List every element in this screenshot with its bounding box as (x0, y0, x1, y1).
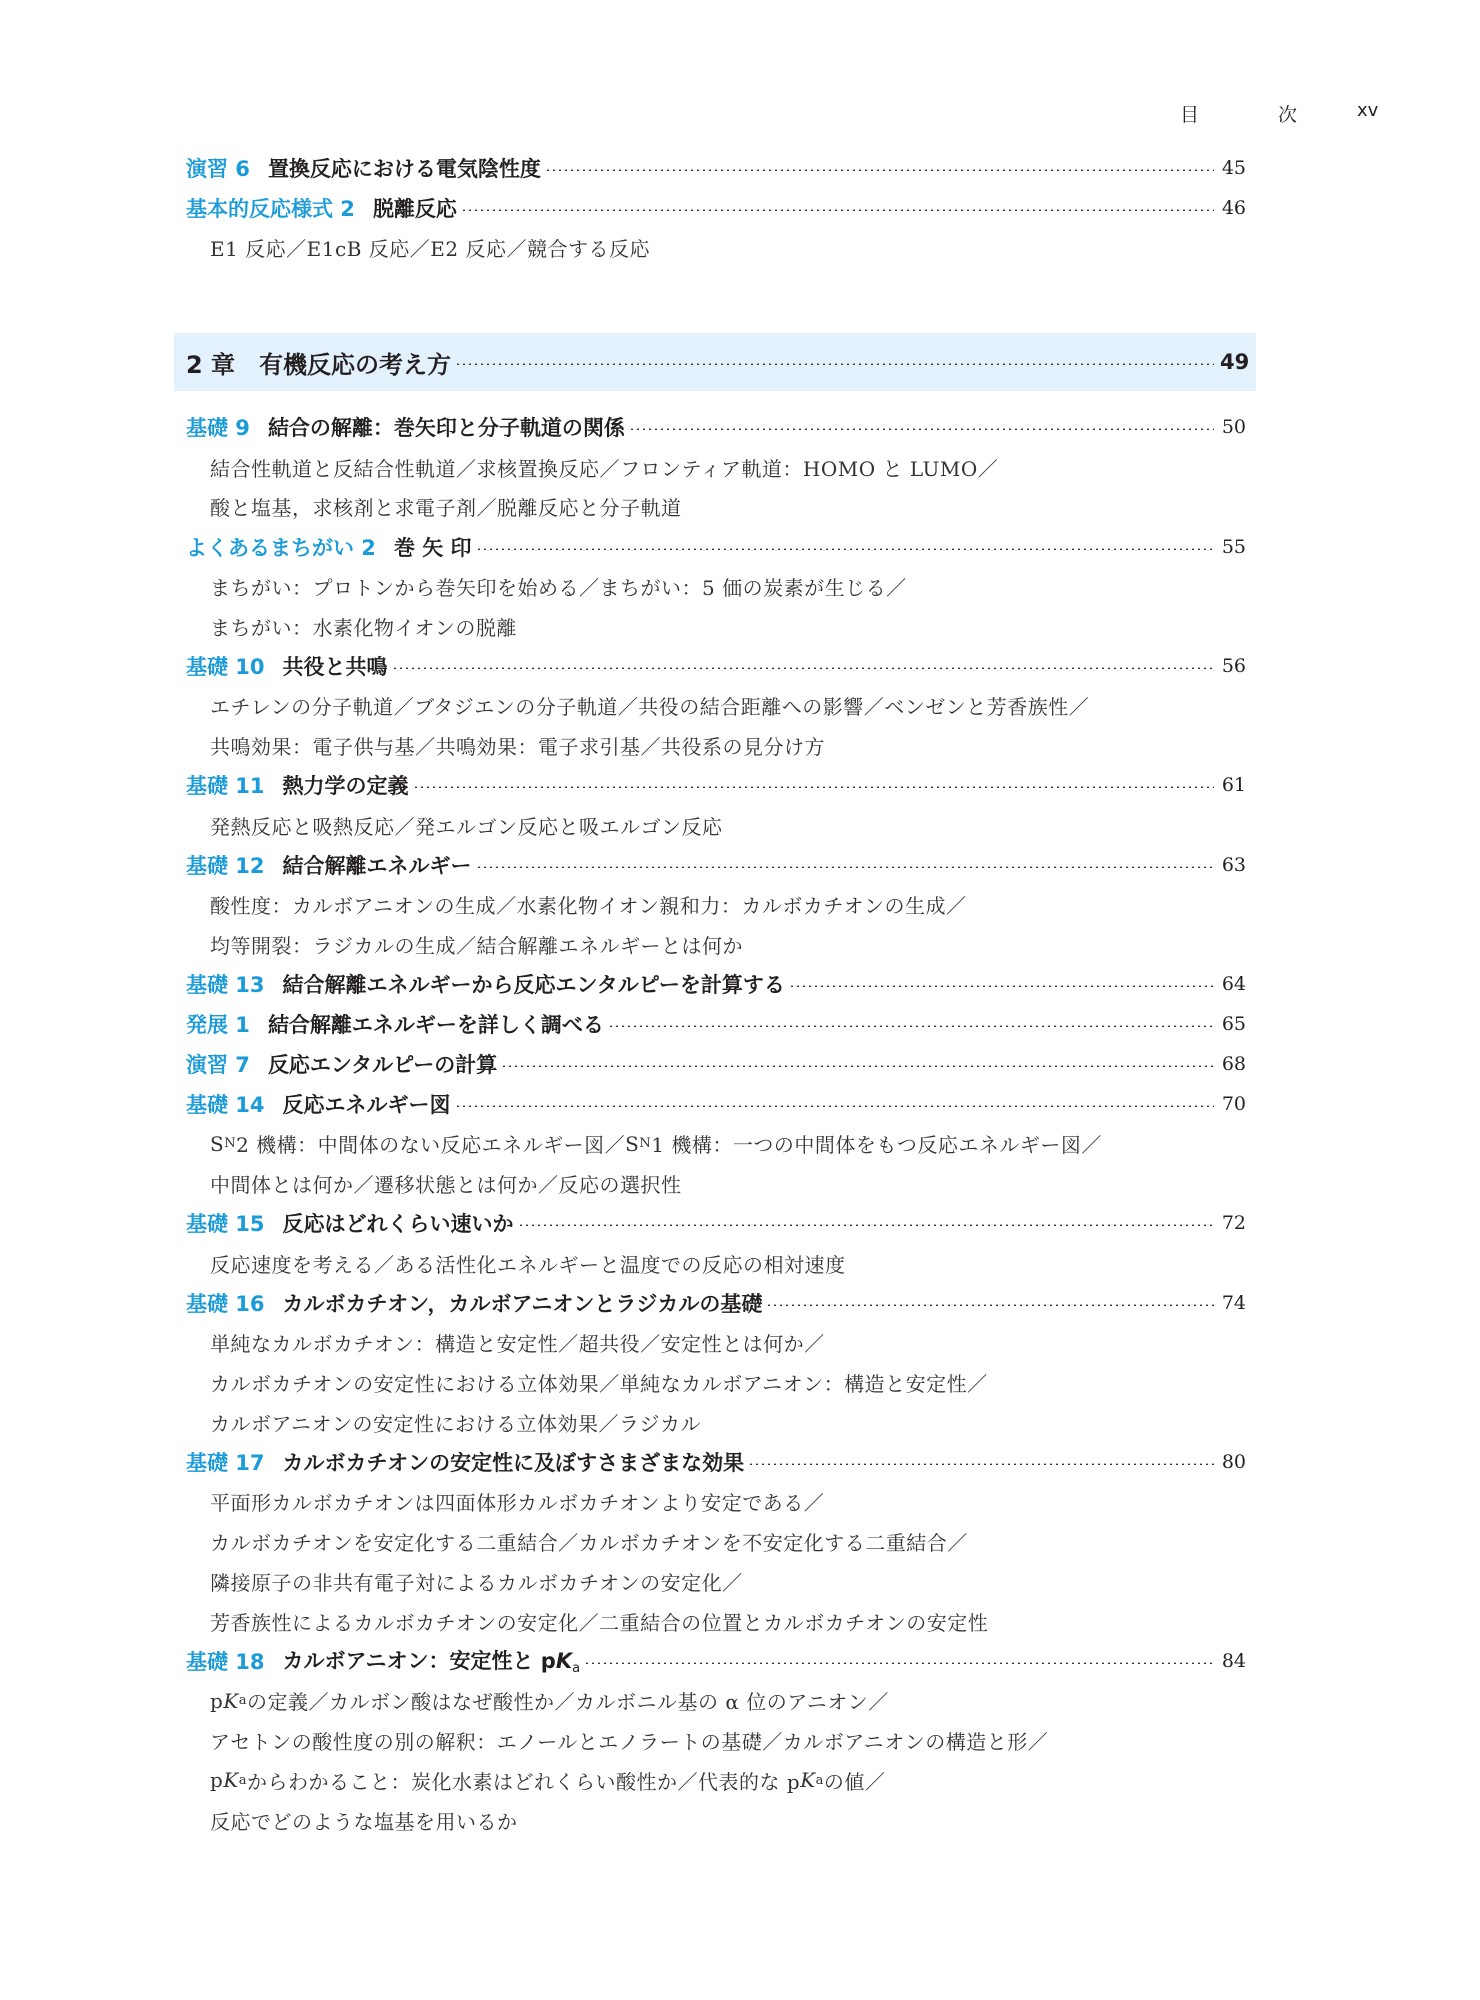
subtopic-text: の値／ (823, 1769, 886, 1794)
entry-label: 基礎 18 (186, 1649, 265, 1674)
entry-subtopics: 平面形カルボカチオンは四面体形カルボカチオンより安定である／ (210, 1491, 825, 1516)
entry-subtopics: カルボカチオンの安定性における立体効果／単純なカルボアニオン：構造と安定性／ (210, 1371, 988, 1396)
entry-label: 基礎 16 (186, 1291, 265, 1316)
pka-k: K (800, 1768, 816, 1793)
entry-subtopics: 結合性軌道と反結合性軌道／求核置換反応／フロンティア軌道：HOMO と LUMO／ (210, 456, 999, 481)
toc-entry[interactable] (186, 148, 1246, 188)
toc-entry[interactable] (186, 646, 1246, 686)
running-head (1180, 100, 1390, 130)
leader-dots (789, 985, 1214, 987)
toc-entry[interactable] (186, 407, 1246, 447)
entry-subtopics: カルボアニオンの安定性における立体効果／ラジカル (210, 1411, 701, 1436)
entry-page: 56 (1221, 655, 1246, 678)
entry-subtopics: カルボカチオンを安定化する二重結合／カルボカチオンを不安定化する二重結合／ (210, 1531, 968, 1556)
entry-page: 80 (1221, 1451, 1246, 1473)
entry-label: 基礎 15 (186, 1212, 265, 1237)
entry-subtopics: 均等開裂：ラジカルの生成／結合解離エネルギーとは何か (210, 934, 743, 959)
sn-symbol-s: S (210, 1131, 225, 1156)
spacer (186, 267, 1246, 333)
entry-subtopics: 中間体とは何か／遷移状態とは何か／反応の選択性 (210, 1172, 682, 1197)
entry-subtopics (186, 1124, 1246, 1164)
entry-page: 50 (1221, 416, 1246, 439)
toc-entry[interactable] (186, 1641, 1246, 1681)
entry-page: 72 (1221, 1212, 1246, 1235)
entry-title: 結合解離エネルギーを詳しく調べる (267, 1013, 604, 1038)
entry-subtopics: まちがい：水素化物イオンの脱離 (210, 615, 517, 640)
entry-subtopics: まちがい：プロトンから巻矢印を始める／まちがい：5 価の炭素が生じる／ (210, 575, 907, 600)
entry-label: 基礎 12 (186, 854, 265, 879)
entry-title: 結合解離エネルギーから反応エンタルピーを計算する (282, 973, 785, 998)
leader-dots (608, 1025, 1214, 1027)
entry-page: 46 (1221, 196, 1246, 219)
entry-title: 反応エンタルピーの計算 (267, 1053, 498, 1078)
leader-dots (545, 169, 1214, 171)
entry-label: 基礎 11 (186, 774, 265, 799)
entry-title: 置換反応における電気陰性度 (267, 156, 541, 181)
entry-subtopics: 酸と塩基，求核剤と求電子剤／脱離反応と分子軌道 (210, 496, 682, 521)
toc-entry[interactable] (186, 1203, 1246, 1243)
pka-p: p (210, 1688, 224, 1713)
leader-dots (629, 428, 1214, 430)
toc-entry[interactable] (186, 188, 1246, 228)
running-head-page-number: xv (1357, 100, 1379, 121)
pka-subscript-a: a (238, 1772, 248, 1788)
running-head-mokuji-2: 次 (1278, 104, 1298, 126)
toc-entry[interactable] (186, 1004, 1246, 1044)
entry-label: 基礎 13 (186, 973, 265, 998)
entry-label: 演習 6 (186, 156, 250, 181)
spacer (186, 391, 1246, 407)
entry-subtopics: 単純なカルボカチオン：構造と安定性／超共役／安定性とは何か／ (210, 1332, 825, 1357)
entry-label: 基礎 9 (186, 416, 250, 441)
toc-entry[interactable] (186, 1044, 1246, 1084)
leader-dots (766, 1304, 1214, 1306)
sn-subscript-n: N (224, 1136, 237, 1152)
leader-dots (455, 1105, 1214, 1107)
entry-subtopics: E1 反応／E1cB 反応／E2 反応／競合する反応 (210, 236, 650, 261)
entry-page: 61 (1221, 774, 1246, 797)
toc-entry[interactable] (186, 527, 1246, 567)
chapter-label: 2 章 (186, 350, 236, 379)
toc-entry[interactable] (186, 845, 1246, 885)
subtopic-text: 1 機構：一つの中間体をもつ反応エネルギー図／ (651, 1133, 1102, 1158)
entry-subtopics: 反応速度を考える／ある活性化エネルギーと温度での反応の相対速度 (210, 1252, 846, 1277)
entry-page: 55 (1221, 535, 1246, 558)
leader-dots (748, 1463, 1214, 1465)
subtopic-text: の定義／カルボン酸はなぜ酸性か／カルボニル基の α 位のアニオン／ (247, 1690, 889, 1715)
entry-title: カルボカチオンの安定性に及ぼすさまざまな効果 (282, 1451, 745, 1475)
entry-label: 基本的反応様式 2 (186, 196, 355, 221)
pka-k: K (555, 1649, 573, 1674)
entry-label: 基礎 14 (186, 1092, 265, 1117)
entry-subtopics: 反応でどのような塩基を用いるか (210, 1809, 518, 1834)
leader-dots (518, 1224, 1214, 1226)
subtopic-text: からわかること：炭化水素はどれくらい酸性か／代表的な p (247, 1769, 801, 1794)
entry-subtopics: 隣接原子の非共有電子対によるカルボカチオンの安定化／ (210, 1570, 743, 1595)
leader-dots (461, 209, 1214, 211)
entry-title: 脱離反応 (372, 196, 457, 221)
entry-subtopics: 共鳴効果：電子供与基／共鳴効果：電子求引基／共役系の見分け方 (210, 735, 825, 760)
leader-dots (501, 1065, 1214, 1067)
pka-subscript-a: a (815, 1772, 824, 1788)
entry-page: 84 (1221, 1649, 1246, 1672)
toc-entry[interactable] (186, 1283, 1246, 1323)
toc-entry[interactable] (186, 965, 1246, 1005)
chapter-page: 49 (1220, 350, 1250, 375)
entry-title: 巻 矢 印 (393, 535, 472, 560)
running-head-mokuji-1: 目 (1180, 104, 1200, 126)
entry-title: カルボカチオン，カルボアニオンとラジカルの基礎 (282, 1291, 763, 1316)
table-of-contents (186, 148, 1250, 1840)
entry-page: 65 (1221, 1013, 1246, 1036)
entry-title: 共役と共鳴 (282, 655, 388, 680)
entry-page: 45 (1221, 156, 1246, 179)
entry-label: よくあるまちがい 2 (186, 535, 376, 560)
leader-dots (455, 363, 1214, 365)
chapter-heading[interactable] (174, 333, 1256, 391)
entry-page: 64 (1221, 973, 1246, 996)
entry-subtopics (186, 1681, 1246, 1721)
pka-p: p (210, 1768, 224, 1793)
pka-subscript-a: a (572, 1661, 581, 1677)
entry-title: 反応はどれくらい速いか (282, 1212, 514, 1237)
leader-dots (413, 786, 1214, 788)
toc-entry[interactable] (186, 766, 1246, 806)
pka-k: K (223, 1768, 239, 1793)
entry-subtopics: 発熱反応と吸熱反応／発エルゴン反応と吸エルゴン反応 (210, 814, 723, 839)
entry-title: 結合の解離：巻矢印と分子軌道の関係 (267, 416, 625, 441)
entry-title (283, 1645, 581, 1676)
leader-dots (476, 548, 1214, 550)
pka-k: K (223, 1688, 239, 1713)
entry-subtopics (186, 1760, 1246, 1800)
entry-label: 基礎 17 (186, 1451, 265, 1475)
entry-page: 63 (1221, 854, 1246, 877)
entry-page: 68 (1221, 1053, 1246, 1076)
toc-entry[interactable] (186, 1442, 1246, 1482)
entry-title: 反応エネルギー図 (282, 1092, 451, 1117)
entry-page: 70 (1221, 1092, 1246, 1115)
entry-label: 演習 7 (186, 1053, 250, 1078)
leader-dots (584, 1662, 1214, 1664)
toc-entry[interactable] (186, 1084, 1246, 1124)
subtopic-text: 2 機構：中間体のない反応エネルギー図／ (236, 1133, 626, 1158)
entry-subtopics: 酸性度：カルボアニオンの生成／水素化物イオン親和力：カルボカチオンの生成／ (210, 894, 967, 919)
entry-subtopics: エチレンの分子軌道／ブタジエンの分子軌道／共役の結合距離への影響／ベンゼンと芳香族性／ (210, 695, 1090, 720)
leader-dots (392, 667, 1214, 669)
entry-page: 74 (1221, 1291, 1246, 1314)
sn-subscript-n: N (639, 1136, 652, 1152)
entry-label: 基礎 10 (186, 655, 265, 680)
sn-symbol-s: S (625, 1131, 640, 1156)
entry-label: 発展 1 (186, 1013, 250, 1038)
entry-title: 結合解離エネルギー (282, 854, 472, 879)
chapter-title: 有機反応の考え方 (259, 350, 452, 379)
entry-subtopics: 芳香族性によるカルボカチオンの安定化／二重結合の位置とカルボカチオンの安定性 (210, 1610, 989, 1635)
entry-title: 熱力学の定義 (282, 774, 409, 799)
title-text: カルボアニオン：安定性と p (282, 1649, 556, 1674)
entry-subtopics: アセトンの酸性度の別の解釈：エノールとエノラートの基礎／カルボアニオンの構造と形／ (210, 1730, 1049, 1755)
leader-dots (476, 866, 1214, 868)
pka-subscript-a: a (238, 1693, 248, 1709)
